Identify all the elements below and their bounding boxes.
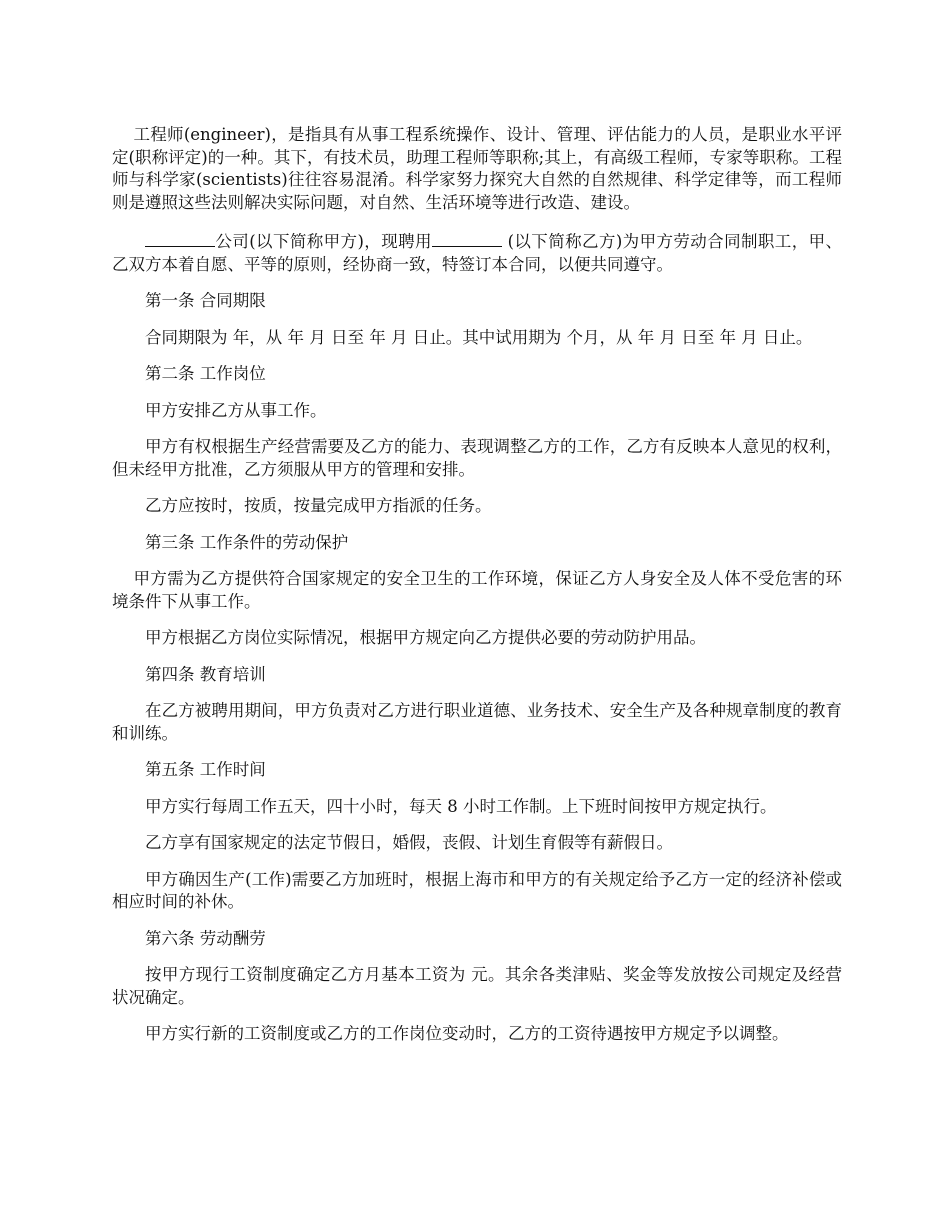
contract-preamble xyxy=(112,228,842,276)
section-2-paragraph-1: 甲方安排乙方从事工作。 xyxy=(145,400,327,420)
section-4-paragraph-1: 在乙方被聘用期间，甲方负责对乙方进行职业道德、业务技术、安全生产及各种规章制度的教育和训练。 xyxy=(112,701,842,743)
employee-name-blank[interactable] xyxy=(432,228,502,247)
section-2-paragraph-2: 甲方有权根据生产经营需要及乙方的能力、表现调整乙方的工作，乙方有反映本人意见的权利，但未经甲方批准，乙方须服从甲方的管理和安排。 xyxy=(112,437,842,479)
section-heading-2: 第二条 工作岗位 xyxy=(145,364,266,383)
section-5-paragraph-3: 甲方确因生产(工作)需要乙方加班时，根据上海市和甲方的有关规定给予乙方一定的经济补偿或相应时间的补休。 xyxy=(112,869,842,911)
section-heading-3: 第三条 工作条件的劳动保护 xyxy=(145,532,349,552)
preamble-text-2: (以下简称乙方)为甲方劳动合同制职工，甲、乙双方本着自愿、平等的原则，经协商一致，特签订本合同，以便共同遵守。 xyxy=(112,232,842,274)
section-6-paragraph-1: 按甲方现行工资制度确定乙方月基本工资为 元。其余各类津贴、奖金等发放按公司规定及经营状况确定。 xyxy=(112,965,842,1007)
intro-paragraph: 工程师(engineer)，是指具有从事工程系统操作、设计、管理、评估能力的人员，是职业水平评定(职称评定)的一种。其下，有技术员，助理工程师等职称;其上，有高级工程师，专家等职称。工程师与科学家(scientists)往往容易混淆。科学家努力探究大自然的自然规律、科学定律等，而工程师则是遵照这些法则解决实际问题，对自然、生活环境等进行改造、建设。 xyxy=(112,125,842,212)
section-heading-1: 第一条 合同期限 xyxy=(145,291,266,310)
section-3-paragraph-2: 甲方根据乙方岗位实际情况，根据甲方规定向乙方提供必要的劳动防护用品。 xyxy=(145,628,706,647)
section-heading-4: 第四条 教育培训 xyxy=(145,664,266,684)
section-3-paragraph-1: 甲方需为乙方提供符合国家规定的安全卫生的工作环境，保证乙方人身安全及人体不受危害的环境条件下从事工作。 xyxy=(112,569,842,611)
section-heading-5: 第五条 工作时间 xyxy=(145,760,266,779)
section-6-paragraph-2: 甲方实行新的工资制度或乙方的工作岗位变动时，乙方的工资待遇按甲方规定予以调整。 xyxy=(145,1024,789,1043)
document-page xyxy=(112,124,842,1060)
preamble-text-1: 公司(以下简称甲方)，现聘用 xyxy=(215,232,432,251)
section-2-paragraph-3: 乙方应按时，按质，按量完成甲方指派的任务。 xyxy=(145,496,492,515)
company-name-blank[interactable] xyxy=(145,228,215,247)
section-5-paragraph-2: 乙方享有国家规定的法定节假日，婚假，丧假、计划生育假等有薪假日。 xyxy=(145,833,673,852)
section-5-paragraph-1: 甲方实行每周工作五天，四十小时，每天 8 小时工作制。上下班时间按甲方规定执行。 xyxy=(145,796,777,816)
section-heading-6: 第六条 劳动酬劳 xyxy=(145,928,266,948)
section-1-paragraph-1: 合同期限为 年，从 年 月 日至 年 月 日止。其中试用期为 个月，从 年 月 日至 年 月 日止。 xyxy=(145,327,813,347)
